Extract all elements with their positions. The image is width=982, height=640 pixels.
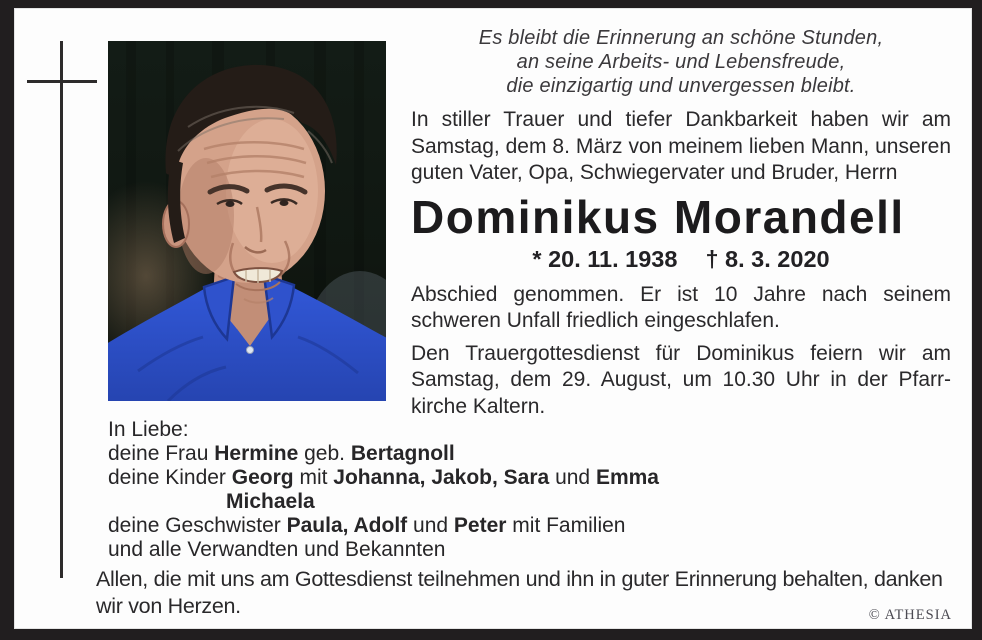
cross-bar [27,80,97,83]
children-last: Emma [595,466,659,489]
siblings-post: mit Familien [512,514,626,537]
closing-paragraph: Allen, die mit uns am Gottesdienst teilnehmen und ihn in guter Erinnerung behalten, danken wir von Herzen. [96,567,943,618]
wife-pre: deine Frau [108,442,209,465]
birth-date: * 20. 11. 1938 [532,245,678,272]
service-paragraph: Den Trauergottesdienst für Dominikus feiern wir am Samstag, dem 29. August, um 10.30 Uhr in der Pfarrkirche Kaltern. [411,341,951,418]
motto-line: an seine Arbeits- und Lebensfreude, [516,51,846,73]
children-cont: Michaela [226,490,315,513]
family-relatives-line: und alle Verwandten und Bekannten [108,538,446,561]
family-heading: In Liebe: [108,418,189,441]
portrait-illustration [108,41,386,401]
motto-line: Es bleibt die Erinnerung an schöne Stunden, [478,27,884,49]
deceased-name: Dominikus Morandell [411,190,905,243]
family-wife-line [108,442,659,466]
siblings-last: Peter [453,514,507,537]
children-mid: mit [299,466,328,489]
life-dates [411,245,951,273]
wife-mid: geb. [304,442,345,465]
children-pre: deine Kinder [108,466,226,489]
portrait-photo [108,41,386,401]
wife-name: Hermine [214,442,299,465]
family-siblings-line [108,514,659,538]
children-names: Johanna, Jakob, Sara [333,466,550,489]
motto-line: die einzigartig und unvergessen bleibt. [506,75,856,97]
children-conj: und [555,466,591,489]
children-son: Georg [231,466,294,489]
publisher-credit: © ATHESIA [868,607,952,623]
motto [411,26,951,98]
siblings-pre: deine Geschwister [108,514,281,537]
family-children-cont-line [108,490,659,514]
family-block [108,418,659,562]
siblings-conj: und [413,514,449,537]
cross-stem [60,41,63,578]
death-date: † 8. 3. 2020 [705,245,830,272]
siblings-names: Paula, Adolf [286,514,408,537]
intro-paragraph: In stiller Trauer und tiefer Dankbarkeit haben wir am Samstag, dem 8. März von meinem lieben Mann, unseren guten Vater, Opa, Schwiegervater und Bruder, Herrn [411,108,951,184]
notice-text-column [411,24,951,420]
farewell-paragraph: Abschied genommen. Er ist 10 Jahre nach seinem schweren Unfall friedlich eingeschlafen. [411,282,951,332]
obituary-card [14,8,972,629]
family-children-line [108,466,659,490]
wife-maiden-name: Bertagnoll [350,442,455,465]
